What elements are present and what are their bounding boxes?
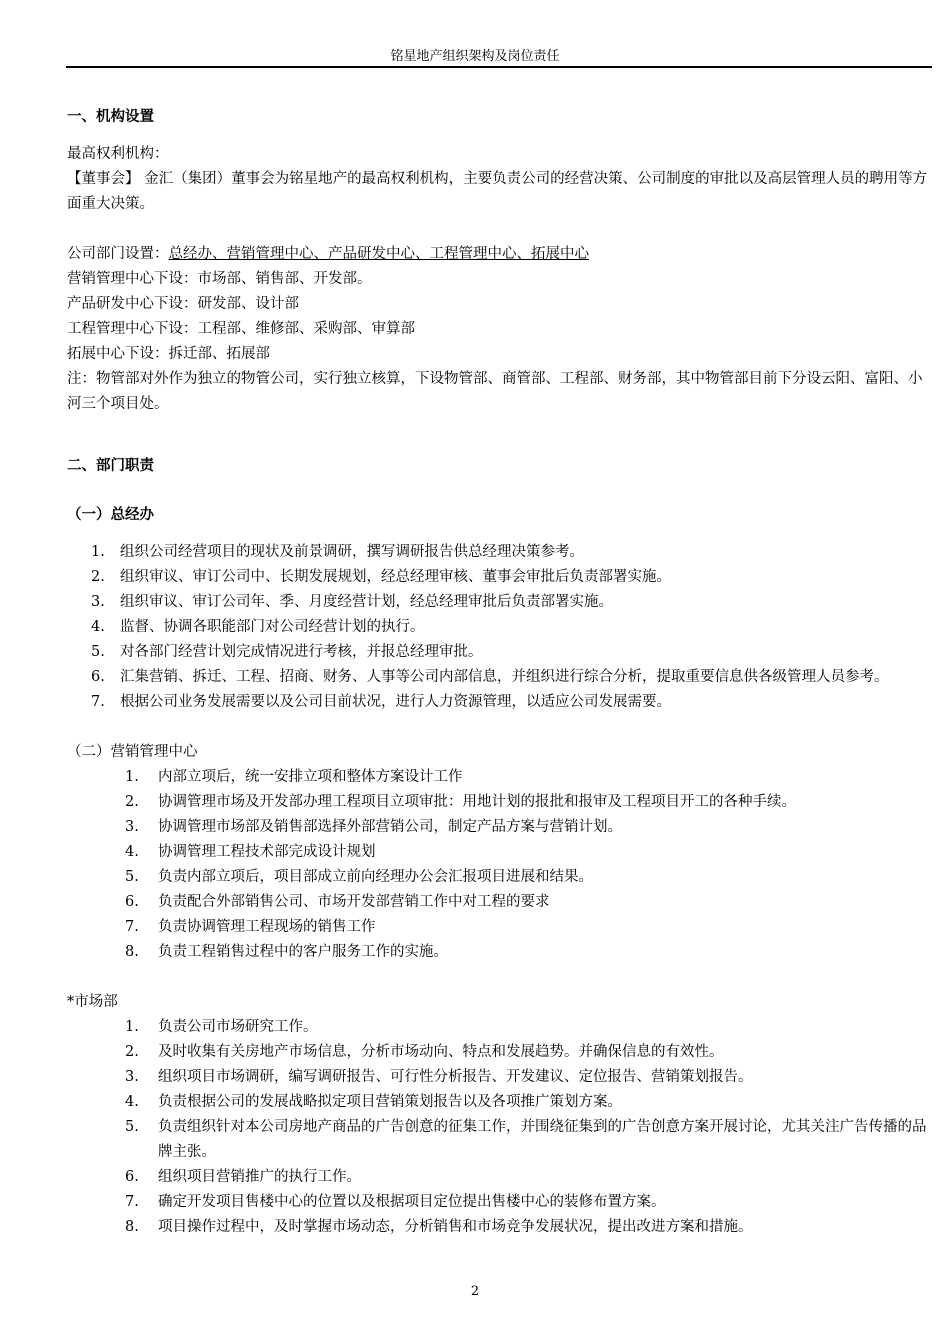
list-item bbox=[67, 765, 929, 790]
marketing-center-list bbox=[67, 765, 929, 965]
market-dept-list bbox=[67, 1015, 929, 1240]
list-number: 4. bbox=[125, 1094, 139, 1110]
list-item bbox=[67, 590, 929, 615]
list-number: 3. bbox=[91, 594, 105, 610]
list-item bbox=[67, 1065, 929, 1090]
list-text: 负责组织针对本公司房地产商品的广告创意的征集工作，并围绕征集到的广告创意方案开展讨论，尤其关注广告传播的品牌主张。 bbox=[158, 1119, 927, 1160]
list-number: 5. bbox=[125, 869, 139, 885]
list-item bbox=[67, 640, 929, 665]
list-number: 8. bbox=[125, 1219, 139, 1235]
board-paragraph bbox=[67, 167, 929, 217]
list-number: 2. bbox=[125, 794, 139, 810]
list-text: 及时收集有关房地产市场信息，分析市场动向、特点和发展趋势。并确保信息的有效性。 bbox=[158, 1044, 724, 1060]
list-item bbox=[67, 840, 929, 865]
document-body bbox=[67, 105, 929, 1240]
subsection-heading-marketing: （二）营销管理中心 bbox=[67, 744, 198, 760]
list-text: 组织项目市场调研，编写调研报告、可行性分析报告、开发建议、定位报告、营销策划报告。 bbox=[158, 1069, 753, 1085]
list-number: 6. bbox=[125, 1169, 139, 1185]
list-item bbox=[67, 1165, 929, 1190]
list-number: 3. bbox=[125, 819, 139, 835]
list-text: 负责工程销售过程中的客户服务工作的实施。 bbox=[158, 944, 448, 960]
note-paragraph: 注：物管部对外作为独立的物管公司，实行独立核算，下设物管部、商管部、工程部、财务部，其中物管部目前下分设云阳、富阳、小河三个项目处。 bbox=[67, 371, 923, 412]
list-item bbox=[67, 1090, 929, 1115]
list-number: 5. bbox=[125, 1119, 139, 1135]
list-number: 7. bbox=[125, 919, 139, 935]
sub-dept-line: 营销管理中心下设：市场部、销售部、开发部。 bbox=[67, 271, 372, 287]
board-tag: 【董事会】 bbox=[67, 171, 140, 187]
list-item bbox=[67, 690, 929, 715]
list-item bbox=[67, 540, 929, 565]
list-text: 项目操作过程中，及时掌握市场动态，分析销售和市场竞争发展状况，提出改进方案和措施。 bbox=[158, 1219, 753, 1235]
list-number: 2. bbox=[125, 1044, 139, 1060]
list-text: 协调管理市场部及销售部选择外部营销公司，制定产品方案与营销计划。 bbox=[158, 819, 622, 835]
list-number: 7. bbox=[91, 694, 105, 710]
sub-dept-line: 拓展中心下设：拆迁部、拓展部 bbox=[67, 346, 270, 362]
list-text: 组织审议、审订公司年、季、月度经营计划，经总经理审批后负责部署实施。 bbox=[120, 594, 613, 610]
list-item bbox=[67, 615, 929, 640]
list-number: 1. bbox=[91, 544, 105, 560]
dept-setup-line bbox=[67, 242, 929, 267]
list-number: 6. bbox=[125, 894, 139, 910]
list-number: 3. bbox=[125, 1069, 139, 1085]
list-text: 负责内部立项后，项目部成立前向经理办公会汇报项目进展和结果。 bbox=[158, 869, 593, 885]
list-text: 负责根据公司的发展战略拟定项目营销策划报告以及各项推广策划方案。 bbox=[158, 1094, 622, 1110]
section-heading-duties: 二、部门职责 bbox=[67, 458, 154, 474]
list-text: 监督、协调各职能部门对公司经营计划的执行。 bbox=[120, 619, 425, 635]
list-number: 8. bbox=[125, 944, 139, 960]
list-item bbox=[67, 665, 929, 690]
authority-label: 最高权利机构： bbox=[67, 146, 169, 162]
list-item bbox=[67, 940, 929, 965]
list-text: 内部立项后，统一安排立项和整体方案设计工作 bbox=[158, 769, 463, 785]
list-item bbox=[67, 1015, 929, 1040]
list-item bbox=[67, 1115, 929, 1165]
list-text: 负责配合外部销售公司、市场开发部营销工作中对工程的要求 bbox=[158, 894, 550, 910]
list-number: 1. bbox=[125, 769, 139, 785]
dept-setup-list: 总经办、营销管理中心、产品研发中心、工程管理中心、拓展中心 bbox=[168, 246, 589, 262]
list-text: 协调管理工程技术部完成设计规划 bbox=[158, 844, 376, 860]
list-text: 组织审议、审订公司中、长期发展规划，经总经理审核、董事会审批后负责部署实施。 bbox=[120, 569, 671, 585]
gm-office-list bbox=[67, 540, 929, 715]
list-item bbox=[67, 565, 929, 590]
list-number: 6. bbox=[91, 669, 105, 685]
list-text: 负责公司市场研究工作。 bbox=[158, 1019, 318, 1035]
list-item bbox=[67, 1215, 929, 1240]
list-item bbox=[67, 1040, 929, 1065]
list-number: 7. bbox=[125, 1194, 139, 1210]
sub-dept-line: 工程管理中心下设：工程部、维修部、采购部、审算部 bbox=[67, 321, 415, 337]
page-header-title: 铭星地产组织架构及岗位责任 bbox=[390, 49, 560, 64]
list-item bbox=[67, 865, 929, 890]
list-text: 根据公司业务发展需要以及公司目前状况，进行人力资源管理，以适应公司发展需要。 bbox=[120, 694, 671, 710]
list-text: 确定开发项目售楼中心的位置以及根据项目定位提出售楼中心的装修布置方案。 bbox=[158, 1194, 666, 1210]
list-text: 对各部门经营计划完成情况进行考核，并报总经理审批。 bbox=[120, 644, 483, 660]
list-number: 4. bbox=[91, 619, 105, 635]
list-text: 组织公司经营项目的现状及前景调研，撰写调研报告供总经理决策参考。 bbox=[120, 544, 584, 560]
list-item bbox=[67, 790, 929, 815]
dept-setup-label: 公司部门设置： bbox=[67, 246, 169, 262]
subsection-heading-gm-office: （一）总经办 bbox=[67, 507, 154, 523]
list-text: 负责协调管理工程现场的销售工作 bbox=[158, 919, 376, 935]
sub-dept-line: 产品研发中心下设：研发部、设计部 bbox=[67, 296, 299, 312]
list-item bbox=[67, 915, 929, 940]
list-number: 4. bbox=[125, 844, 139, 860]
list-number: 1. bbox=[125, 1019, 139, 1035]
list-item bbox=[67, 1190, 929, 1215]
list-text: 组织项目营销推广的执行工作。 bbox=[158, 1169, 361, 1185]
list-item bbox=[67, 815, 929, 840]
header-rule bbox=[66, 66, 932, 68]
subsection-heading-market-dept: *市场部 bbox=[67, 994, 118, 1010]
page-number: 2 bbox=[470, 1284, 480, 1299]
list-text: 汇集营销、拆迁、工程、招商、财务、人事等公司内部信息，并组织进行综合分析，提取重要信息供各级管理人员参考。 bbox=[120, 669, 889, 685]
board-text: 金汇（集团）董事会为铭星地产的最高权利机构，主要负责公司的经营决策、公司制度的审批以及高层管理人员的聘用等方面重大决策。 bbox=[67, 171, 928, 212]
section-heading-org: 一、机构设置 bbox=[67, 109, 154, 125]
list-number: 5. bbox=[91, 644, 105, 660]
list-number: 2. bbox=[91, 569, 105, 585]
list-text: 协调管理市场及开发部办理工程项目立项审批：用地计划的报批和报审及工程项目开工的各种手续。 bbox=[158, 794, 796, 810]
list-item bbox=[67, 890, 929, 915]
